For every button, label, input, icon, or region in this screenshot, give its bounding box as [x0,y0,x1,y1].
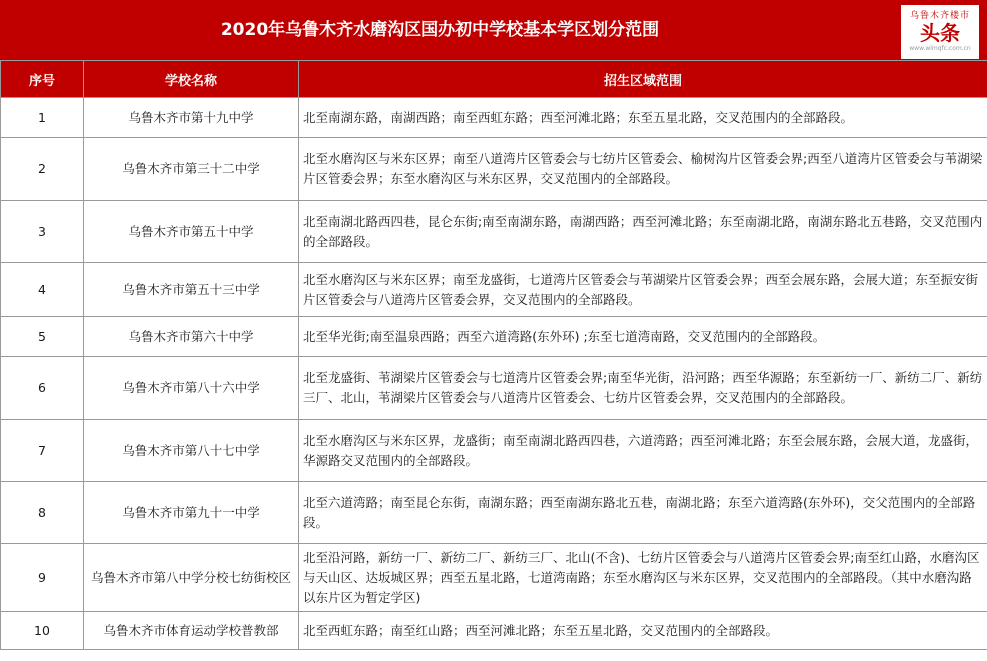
row-area: 北至六道湾路；南至昆仑东街，南湖东路；西至南湖东路北五巷，南湖北路；东至六道湾路(东外环)，交父范围内的全部路段。 [299,482,987,544]
document-title: 2020年乌鲁木齐水磨沟区国办初中学校基本学区划分范围 [220,20,660,40]
row-no: 1 [1,98,84,138]
toutiao-logo [901,5,979,59]
row-no: 2 [1,138,84,201]
title-bar [0,0,987,60]
table-row [1,612,987,650]
table-row [1,357,987,420]
row-school: 乌鲁木齐市第三十二中学 [84,138,299,201]
row-area: 北至南湖东路，南湖西路；南至西虹东路；西至河滩北路；东至五星北路，交叉范围内的全部路段。 [299,98,987,138]
logo-mark-text: 头条 [920,21,960,45]
row-school: 乌鲁木齐市第八中学分校七纺街校区 [84,544,299,612]
row-area: 北至龙盛街、苇湖梁片区管委会与七道湾片区管委会界;南至华光街，沿河路；西至华源路；东至新纺一厂、新纺二厂、新纺三厂、北山，苇湖梁片区管委会与八道湾片区管委会、七纺片区管委会界，交叉范围内的全部路段。 [299,357,987,420]
column-header-area: 招生区域范围 [299,61,987,98]
row-school: 乌鲁木齐市第九十一中学 [84,482,299,544]
table-row [1,544,987,612]
row-area: 北至沿河路，新纺一厂、新纺二厂、新纺三厂、北山(不含)、七纺片区管委会与八道湾片区管委会界;南至红山路，水磨沟区与天山区、达坂城区界；西至五星北路，七道湾南路；东至水磨沟区与米东区界，交叉范围内的全部路段。（其中水磨沟路以东片区为暂定学区) [299,544,987,612]
row-school: 乌鲁木齐市第八十七中学 [84,420,299,482]
row-area: 北至水磨沟区与米东区界，龙盛街；南至南湖北路西四巷，六道湾路；西至河滩北路；东至会展东路，会展大道，龙盛街，华源路交叉范围内的全部路段。 [299,420,987,482]
row-no: 8 [1,482,84,544]
column-header-no: 序号 [1,61,84,98]
table-row [1,263,987,317]
row-no: 9 [1,544,84,612]
row-no: 7 [1,420,84,482]
table-row [1,317,987,357]
row-school: 乌鲁木齐市第十九中学 [84,98,299,138]
row-no: 5 [1,317,84,357]
row-area: 北至水磨沟区与米东区界；南至八道湾片区管委会与七纺片区管委会、榆树沟片区管委会界;西至八道湾片区管委会与苇湖梁片区管委会界；东至水磨沟区与米东区界，交叉范围内的全部路段。 [299,138,987,201]
school-zone-table [0,60,987,650]
table-row [1,138,987,201]
table-header-row [1,61,987,98]
row-area: 北至水磨沟区与米东区界；南至龙盛街，七道湾片区管委会与苇湖梁片区管委会界；西至会展东路，会展大道；东至振安街片区管委会与八道湾片区管委会界，交叉范围内的全部路段。 [299,263,987,317]
row-school: 乌鲁木齐市第八十六中学 [84,357,299,420]
row-area: 北至华光街;南至温泉西路；西至六道湾路(东外环) ;东至七道湾南路，交叉范围内的全部路段。 [299,317,987,357]
row-school: 乌鲁木齐市第五十三中学 [84,263,299,317]
row-no: 10 [1,612,84,650]
column-header-school: 学校名称 [84,61,299,98]
row-school: 乌鲁木齐市体育运动学校普教部 [84,612,299,650]
table-row [1,482,987,544]
row-school: 乌鲁木齐市第六十中学 [84,317,299,357]
logo-city-text: 乌鲁木齐楼市 [909,11,970,21]
row-no: 3 [1,201,84,263]
logo-url-text: www.wlmqfc.com.cn [909,45,971,52]
row-no: 6 [1,357,84,420]
table-row [1,98,987,138]
row-area: 北至南湖北路西四巷，昆仑东街;南至南湖东路，南湖西路；西至河滩北路；东至南湖北路，南湖东路北五巷路，交叉范围内的全部路段。 [299,201,987,263]
row-area: 北至西虹东路；南至红山路；西至河滩北路；东至五星北路，交叉范围内的全部路段。 [299,612,987,650]
table-row [1,201,987,263]
row-school: 乌鲁木齐市第五十中学 [84,201,299,263]
row-no: 4 [1,263,84,317]
table-row [1,420,987,482]
